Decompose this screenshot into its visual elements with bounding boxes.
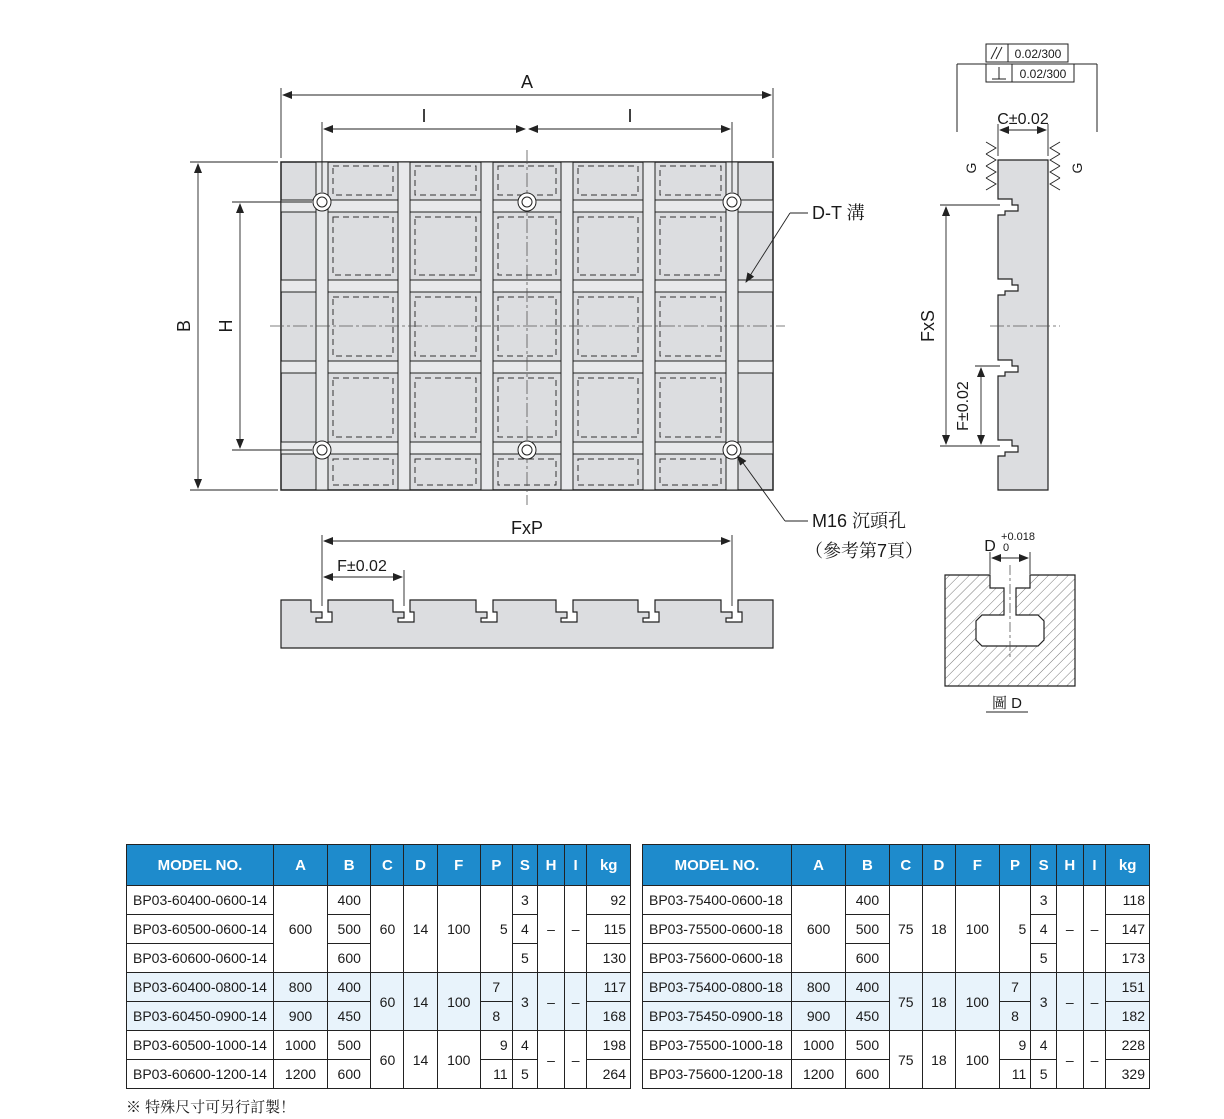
perpendicularity-value: 0.02/300 <box>1019 67 1067 81</box>
h-cell: – <box>1056 973 1083 1031</box>
f-cell: 100 <box>955 973 999 1031</box>
col-D: D <box>404 845 437 886</box>
reference-label: （參考第7頁） <box>805 541 924 561</box>
c-cell: 75 <box>889 973 922 1031</box>
model-cell: BP03-60400-0600-14 <box>127 886 274 915</box>
s-cell: 3 <box>512 886 538 915</box>
f-cell: 100 <box>955 1031 999 1089</box>
a-cell: 1000 <box>274 1031 328 1060</box>
dim-D-tol-lower: 0 <box>1002 542 1010 554</box>
col-F: F <box>955 845 999 886</box>
dim-A-label: A <box>520 72 534 92</box>
f-cell: 100 <box>437 973 480 1031</box>
c-cell: 75 <box>889 886 922 973</box>
kg-cell: 118 <box>1106 886 1150 915</box>
plate-top-view <box>270 150 785 505</box>
dim-H-label: H <box>216 319 236 333</box>
a-cell: 800 <box>274 973 328 1002</box>
s-cell: 4 <box>1031 915 1057 944</box>
g-label-right: G <box>1069 162 1085 174</box>
a-cell: 1000 <box>792 1031 846 1060</box>
custom-size-note: ※ 特殊尺寸可另行訂製！ <box>126 1099 296 1116</box>
plate-front-view <box>281 600 773 648</box>
a-cell: 1200 <box>274 1060 328 1089</box>
a-cell: 600 <box>792 886 846 973</box>
dim-I-label-right: I <box>627 106 633 126</box>
dim-D-tol-upper: +0.018 <box>1001 531 1035 543</box>
a-cell: 900 <box>274 1002 328 1031</box>
d-cell: 18 <box>922 973 955 1031</box>
model-cell: BP03-60600-1200-14 <box>127 1060 274 1089</box>
dim-FxP-label: FxP <box>510 518 544 538</box>
spec-table-left <box>126 844 631 1089</box>
model-cell: BP03-75500-1000-18 <box>643 1031 792 1060</box>
kg-cell: 173 <box>1106 944 1150 973</box>
model-cell: BP03-60500-0600-14 <box>127 915 274 944</box>
i-cell: – <box>1083 886 1106 973</box>
c-cell: 75 <box>889 1031 922 1089</box>
s-cell: 4 <box>512 915 538 944</box>
col-B: B <box>846 845 890 886</box>
f-cell: 100 <box>437 886 480 973</box>
i-cell: – <box>1083 1031 1106 1089</box>
col-model: MODEL NO. <box>643 845 792 886</box>
col-P: P <box>999 845 1031 886</box>
p-cell: 5 <box>999 886 1031 973</box>
col-F: F <box>437 845 480 886</box>
p-cell: 7 <box>999 973 1031 1002</box>
b-cell: 500 <box>327 915 370 944</box>
col-kg: kg <box>1106 845 1150 886</box>
table-row <box>127 973 631 1002</box>
kg-cell: 115 <box>587 915 631 944</box>
h-cell: – <box>1056 1031 1083 1089</box>
d-cell: 18 <box>922 1031 955 1089</box>
d-cell: 14 <box>404 973 437 1031</box>
b-cell: 450 <box>327 1002 370 1031</box>
col-C: C <box>371 845 404 886</box>
dim-D-label: D <box>984 538 996 555</box>
model-cell: BP03-75600-0600-18 <box>643 944 792 973</box>
p-cell: 11 <box>481 1060 513 1089</box>
model-cell: BP03-75600-1200-18 <box>643 1060 792 1089</box>
c-cell: 60 <box>371 1031 404 1089</box>
dim-FxS-label: FxS <box>918 309 938 343</box>
model-cell: BP03-60600-0600-14 <box>127 944 274 973</box>
model-cell: BP03-75400-0800-18 <box>643 973 792 1002</box>
b-cell: 400 <box>327 886 370 915</box>
col-C: C <box>889 845 922 886</box>
p-cell: 7 <box>481 973 513 1002</box>
kg-cell: 147 <box>1106 915 1150 944</box>
kg-cell: 329 <box>1106 1060 1150 1089</box>
col-H: H <box>538 845 565 886</box>
s-cell: 5 <box>1031 944 1057 973</box>
b-cell: 400 <box>327 973 370 1002</box>
kg-cell: 130 <box>587 944 631 973</box>
col-A: A <box>792 845 846 886</box>
i-cell: – <box>1083 973 1106 1031</box>
dim-B-label: B <box>174 319 194 333</box>
i-cell: – <box>564 886 587 973</box>
p-cell: 9 <box>481 1031 513 1060</box>
model-cell: BP03-60400-0800-14 <box>127 973 274 1002</box>
kg-cell: 264 <box>587 1060 631 1089</box>
b-cell: 600 <box>846 1060 890 1089</box>
p-cell: 8 <box>481 1002 513 1031</box>
a-cell: 1200 <box>792 1060 846 1089</box>
model-cell: BP03-60500-1000-14 <box>127 1031 274 1060</box>
col-kg: kg <box>587 845 631 886</box>
model-cell: BP03-75400-0600-18 <box>643 886 792 915</box>
kg-cell: 182 <box>1106 1002 1150 1031</box>
dim-F-label: F±0.02 <box>337 558 387 575</box>
a-cell: 800 <box>792 973 846 1002</box>
b-cell: 500 <box>327 1031 370 1060</box>
dim-I-label-left: I <box>421 106 427 126</box>
kg-cell: 151 <box>1106 973 1150 1002</box>
b-cell: 600 <box>327 944 370 973</box>
table-row <box>643 1031 1150 1060</box>
b-cell: 400 <box>846 886 890 915</box>
s-cell: 3 <box>1031 973 1057 1031</box>
p-cell: 11 <box>999 1060 1031 1089</box>
dt-slot-label: D-T 溝 <box>812 203 865 223</box>
h-cell: – <box>1056 886 1083 973</box>
table-row <box>127 1031 631 1060</box>
a-cell: 900 <box>792 1002 846 1031</box>
h-cell: – <box>538 1031 565 1089</box>
f-cell: 100 <box>437 1031 480 1089</box>
b-cell: 500 <box>846 1031 890 1060</box>
s-cell: 4 <box>512 1031 538 1060</box>
s-cell: 3 <box>512 973 538 1031</box>
table-row <box>643 973 1150 1002</box>
b-cell: 500 <box>846 915 890 944</box>
g-label-left: G <box>963 162 979 174</box>
figure-d-caption: 圖 D <box>991 695 1023 712</box>
model-cell: BP03-75500-0600-18 <box>643 915 792 944</box>
b-cell: 400 <box>846 973 890 1002</box>
s-cell: 5 <box>512 944 538 973</box>
col-I: I <box>564 845 587 886</box>
d-cell: 14 <box>404 886 437 973</box>
i-cell: – <box>564 973 587 1031</box>
kg-cell: 92 <box>587 886 631 915</box>
kg-cell: 198 <box>587 1031 631 1060</box>
col-D: D <box>922 845 955 886</box>
kg-cell: 117 <box>587 973 631 1002</box>
col-A: A <box>274 845 328 886</box>
i-cell: – <box>564 1031 587 1089</box>
b-cell: 450 <box>846 1002 890 1031</box>
s-cell: 4 <box>1031 1031 1057 1060</box>
d-cell: 14 <box>404 1031 437 1089</box>
table-row <box>127 886 631 915</box>
col-I: I <box>1083 845 1106 886</box>
f-cell: 100 <box>955 886 999 973</box>
col-P: P <box>481 845 513 886</box>
s-cell: 3 <box>1031 886 1057 915</box>
s-cell: 5 <box>512 1060 538 1089</box>
dim-C-label: C±0.02 <box>997 111 1049 128</box>
model-cell: BP03-75450-0900-18 <box>643 1002 792 1031</box>
d-cell: 18 <box>922 886 955 973</box>
figure-d-section <box>945 565 1075 686</box>
parallelism-value: 0.02/300 <box>1014 47 1062 61</box>
c-cell: 60 <box>371 973 404 1031</box>
h-cell: – <box>538 886 565 973</box>
spec-table-right <box>642 844 1150 1089</box>
col-B: B <box>327 845 370 886</box>
col-S: S <box>1031 845 1057 886</box>
p-cell: 8 <box>999 1002 1031 1031</box>
m16-hole-label: M16 沉頭孔 <box>812 511 907 531</box>
s-cell: 5 <box>1031 1060 1057 1089</box>
col-H: H <box>1056 845 1083 886</box>
p-cell: 5 <box>481 886 513 973</box>
model-cell: BP03-60450-0900-14 <box>127 1002 274 1031</box>
b-cell: 600 <box>846 944 890 973</box>
kg-cell: 228 <box>1106 1031 1150 1060</box>
a-cell: 600 <box>274 886 328 973</box>
plate-side-view <box>990 160 1060 490</box>
dim-F-side-label: F±0.02 <box>955 381 972 431</box>
kg-cell: 168 <box>587 1002 631 1031</box>
col-S: S <box>512 845 538 886</box>
p-cell: 9 <box>999 1031 1031 1060</box>
table-row <box>643 886 1150 915</box>
col-model: MODEL NO. <box>127 845 274 886</box>
c-cell: 60 <box>371 886 404 973</box>
h-cell: – <box>538 973 565 1031</box>
b-cell: 600 <box>327 1060 370 1089</box>
